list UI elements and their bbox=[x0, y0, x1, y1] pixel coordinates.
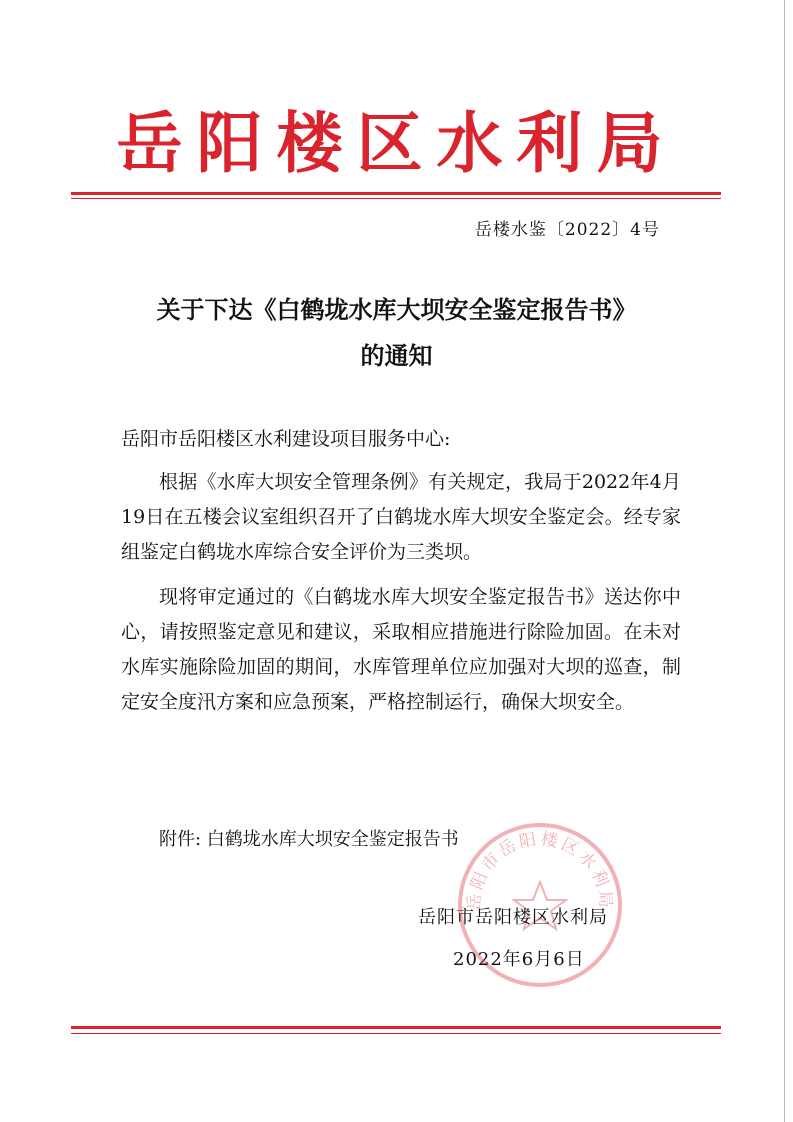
org-header-title: 岳阳楼区水利局 bbox=[116, 104, 677, 182]
signature-organization: 岳阳市岳阳楼区水利局 bbox=[418, 907, 608, 928]
signature-date: 2022年6月6日 bbox=[453, 949, 585, 970]
header-red-rule-thin bbox=[71, 198, 721, 199]
title-line-1: 关于下达《白鹤垅水库大坝安全鉴定报告书》 bbox=[156, 296, 637, 324]
title-line-2: 的通知 bbox=[360, 342, 433, 370]
document-title bbox=[60, 287, 733, 379]
header-red-rule-thick bbox=[71, 192, 721, 195]
paragraph-2: 现将审定通过的《白鹤垅水库大坝安全鉴定报告书》送达你中心，请按照鉴定意见和建议，采取相应措施进行除险加固。在未对水库实施除险加固的期间，水库管理单位应加强对大坝的巡查，制定安全度汛方案和应急预案，严格控制运行，确保大坝安全。 bbox=[121, 586, 681, 713]
paragraph-1: 根据《水库大坝安全管理条例》有关规定，我局于2022年4月19日在五楼会议室组织召开了白鹤垅水库大坝安全鉴定会。经专家组鉴定白鹤垅水库综合安全评价为三类坝。 bbox=[121, 471, 681, 563]
addressee: 岳阳市岳阳楼区水利建设项目服务中心: bbox=[121, 428, 451, 450]
footer-red-rule-thin bbox=[71, 1033, 721, 1034]
attachment-line: 附件: 白鹤垅水库大坝安全鉴定报告书 bbox=[159, 829, 459, 850]
footer-red-rule-thick bbox=[71, 1026, 721, 1029]
svg-text:岳阳市岳阳楼区水利局 bbox=[464, 829, 615, 911]
seal-text: 岳阳市岳阳楼区水利局 bbox=[464, 829, 616, 912]
document-number: 岳楼水鉴〔2022〕4号 bbox=[474, 220, 660, 240]
